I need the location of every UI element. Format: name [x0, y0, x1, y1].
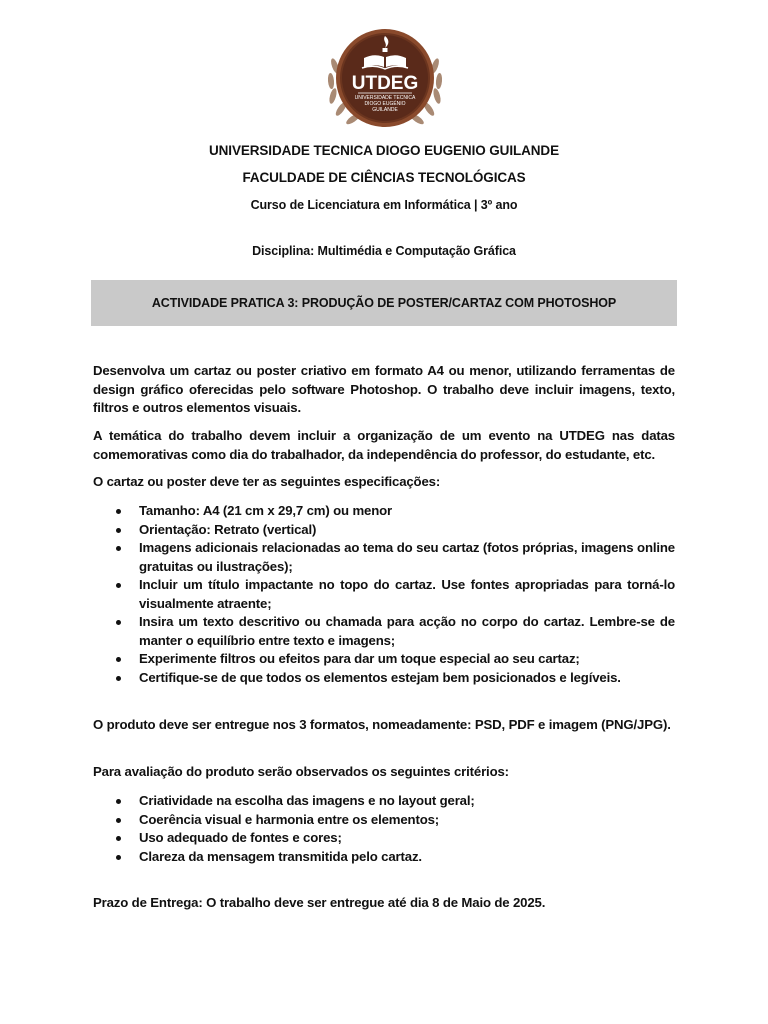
list-item: Orientação: Retrato (vertical)	[93, 521, 675, 540]
logo-subtitle-line-1: UNIVERSIDADE TECNICA	[354, 95, 416, 101]
utdeg-seal-icon	[322, 26, 448, 130]
list-item: Certifique-se de que todos os elementos estejam bem posicionados e legíveis.	[93, 669, 675, 688]
university-name: UNIVERSIDADE TECNICA DIOGO EUGENIO GUILANDE	[209, 143, 559, 158]
list-item: Criatividade na escolha das imagens e no layout geral;	[93, 792, 675, 811]
formats-paragraph: O produto deve ser entregue nos 3 formatos, nomeadamente: PSD, PDF e imagem (PNG/JPG).	[93, 717, 671, 732]
deadline-paragraph: Prazo de Entrega: O trabalho deve ser entregue até dia 8 de Maio de 2025.	[93, 895, 546, 910]
activity-title-banner	[91, 280, 677, 326]
list-item: Experimente filtros ou efeitos para dar um toque especial ao seu cartaz;	[93, 650, 675, 669]
logo-name: UTDEG	[351, 73, 419, 94]
intro-paragraph: Desenvolva um cartaz ou poster criativo em formato A4 ou menor, utilizando ferramentas de design gráfico oferecidas pelo software Photoshop. O trabalho deve incluir imagens, texto, filtros e outros elementos visuais.	[93, 363, 675, 415]
criteria-heading: Para avaliação do produto serão observados os seguintes critérios:	[93, 764, 509, 779]
list-item: Insira um texto descritivo ou chamada para acção no corpo do cartaz. Lembre-se de manter o equilíbrio entre texto e imagens;	[93, 613, 675, 650]
list-item: Imagens adicionais relacionadas ao tema do seu cartaz (fotos próprias, imagens online gratuitas ou ilustrações);	[93, 539, 675, 576]
logo-subtitle-line-2: DIOGO EUGÉNIO	[364, 101, 406, 107]
list-item: Clareza da mensagem transmitida pelo cartaz.	[93, 848, 675, 867]
specs-heading: O cartaz ou poster deve ter as seguintes especificações:	[93, 474, 441, 489]
logo-subtitle-line-3: GUILANDE	[372, 107, 398, 113]
list-item: Tamanho: A4 (21 cm x 29,7 cm) ou menor	[93, 502, 675, 521]
course-name: Curso de Licenciatura em Informática | 3º ano	[250, 198, 518, 212]
faculty-name: FACULDADE DE CIÊNCIAS TECNOLÓGICAS	[242, 170, 526, 185]
specs-list	[93, 502, 675, 687]
criteria-list	[93, 792, 675, 866]
discipline-name: Disciplina: Multimédia e Computação Gráfica	[252, 244, 516, 258]
list-item: Coerência visual e harmonia entre os elementos;	[93, 811, 675, 830]
list-item: Incluir um título impactante no topo do cartaz. Use fontes apropriadas para torná-lo visualmente atraente;	[93, 576, 675, 613]
activity-title: ACTIVIDADE PRATICA 3: PRODUÇÃO DE POSTER/CARTAZ COM PHOTOSHOP	[151, 296, 617, 310]
list-item: Uso adequado de fontes e cores;	[93, 829, 675, 848]
university-logo	[322, 26, 448, 130]
theme-paragraph: A temática do trabalho devem incluir a organização de um evento na UTDEG nas datas comemorativas como dia do trabalhador, da independência do professor, do estudante, etc.	[93, 428, 675, 462]
